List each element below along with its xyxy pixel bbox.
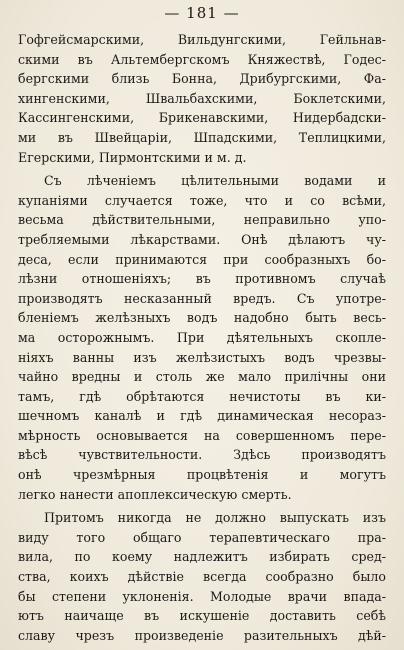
text-line: ми въ Швейцаріи, Шпадскими, Теплицкими, bbox=[18, 129, 386, 145]
text-line: Гофгейсмарскими, Вильдунгскими, Гейльнав- bbox=[18, 32, 386, 47]
text-line: бы степени уклоненія. Молодые врачи впада- bbox=[18, 588, 386, 604]
text-line: виду того общаго терапевтическаго пра- bbox=[18, 529, 386, 545]
text-line: шечномъ каналѣ и гдѣ динамическая несораз- bbox=[18, 408, 386, 424]
text-line: хингенскими, Швальбахскими, Боклетскими, bbox=[18, 90, 386, 106]
text-line: Егерскими, Пирмонтскими и м. д. bbox=[18, 149, 247, 165]
paragraph bbox=[18, 30, 386, 167]
text-line: тамъ, гдѣ обрѣтаются нечистоты въ ки- bbox=[18, 388, 386, 404]
text-line: купаніями случается тоже, что и со всѣми, bbox=[18, 192, 386, 208]
text-line: бленіемъ желѣзныхъ водъ надобно быть весь- bbox=[18, 310, 386, 326]
text-line: Кассингенскими, Брикенавскими, Нидербадски- bbox=[18, 110, 386, 126]
text-line: производятъ несказанный вредъ. Съ употре- bbox=[18, 290, 386, 306]
text-line: легко нанести апоплексическую смерть. bbox=[18, 486, 292, 502]
text-line: Притомъ никогда не должно выпускать изъ bbox=[44, 510, 386, 526]
text-line: скими въ Альтембергскомъ Княжествѣ, Годес- bbox=[18, 51, 386, 67]
body-text bbox=[18, 30, 386, 645]
text-line: бергскими близь Бонна, Дрибургскими, Фа- bbox=[18, 71, 386, 87]
text-line: славу чрезъ произведеніе разительныхъ дѣй- bbox=[18, 627, 386, 643]
text-line: мѣрность основывается на совершенномъ пере- bbox=[18, 427, 386, 443]
text-line: требляемыми лѣкарствами. Онѣ дѣлаютъ чу- bbox=[18, 231, 386, 247]
text-line: чайно вредны и столь же мало прилічны они bbox=[18, 369, 386, 385]
text-line: вѣсѣ чувствительности. Здѣсь производятъ bbox=[18, 447, 386, 463]
text-line: Съ лѣченіемъ цѣлительными водами и bbox=[44, 173, 386, 189]
text-line: деса, если принимаются при сообразныхъ бо- bbox=[18, 251, 386, 267]
text-line: ніяхъ ванны изъ желѣзистыхъ водъ чрезвы- bbox=[18, 349, 386, 365]
text-line: онѣ чрезмѣрныя процвѣтенія и могутъ bbox=[18, 467, 386, 483]
text-line: ства, коихъ дѣйствіе всегда сообразно было bbox=[18, 569, 386, 585]
text-line: ютъ наичаще въ искушеніе доставить себѣ bbox=[18, 608, 386, 624]
text-line: ма осторожнымъ. При дѣятельныхъ скопле- bbox=[18, 329, 386, 345]
text-line: вила, по коему надлежитъ избирать сред- bbox=[18, 549, 386, 565]
paragraph bbox=[18, 508, 386, 645]
text-line: весьма дѣйствительными, неправильно упо- bbox=[18, 212, 386, 228]
page-number: — 181 — bbox=[164, 4, 240, 22]
text-line: лѣзни отношеніяхъ; въ противномъ случаѣ bbox=[18, 271, 386, 287]
paragraph bbox=[18, 171, 386, 504]
